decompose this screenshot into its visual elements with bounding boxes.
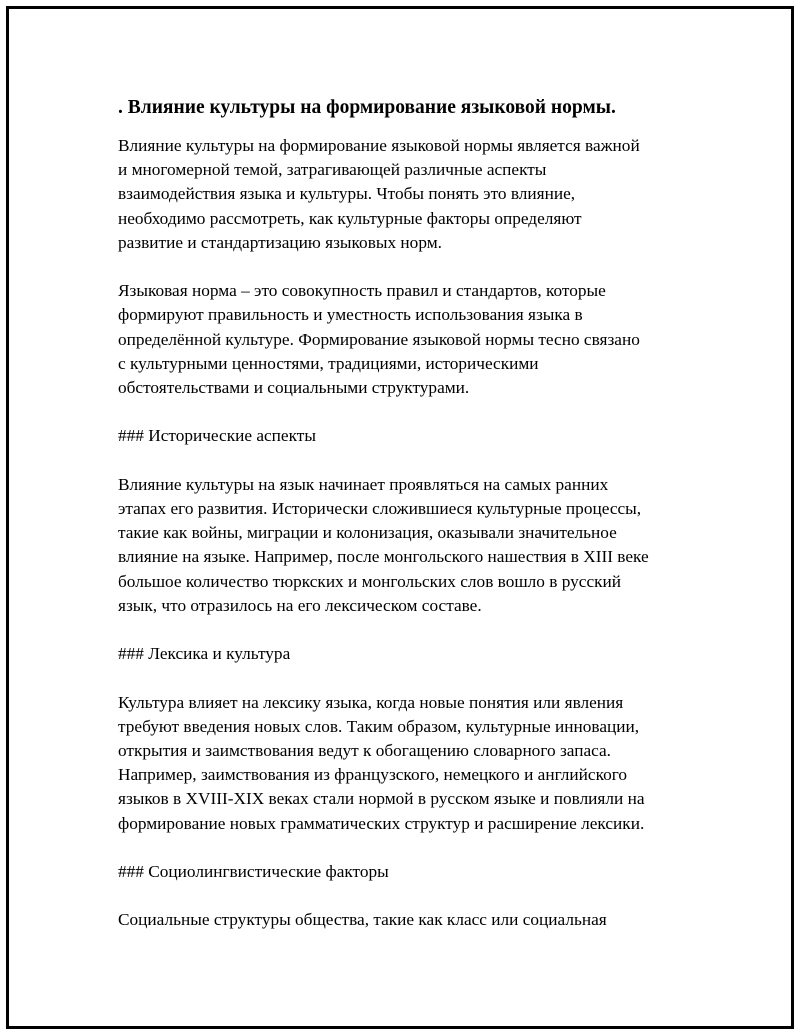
text-line: такие как войны, миграции и колонизация, оказывали значительное xyxy=(118,523,617,543)
section-heading: ### Социолингвистические факторы xyxy=(118,862,389,881)
text-line: и многомерной темой, затрагивающей различные аспекты xyxy=(118,160,547,180)
text-line: определённой культуре. Формирование языковой нормы тесно связано xyxy=(118,329,640,349)
text-line: Языковая норма – это совокупность правил и стандартов, которые xyxy=(118,281,606,301)
text-line: Например, заимствования из французского, немецкого и английского xyxy=(118,765,628,785)
paragraph-historical xyxy=(118,473,698,618)
text-line: влияние на языке. Например, после монгольского нашествия в XIII веке xyxy=(118,547,649,567)
text-line: с культурными ценностями, традициями, историческими xyxy=(118,353,539,373)
document-body xyxy=(118,96,698,957)
paragraph-intro xyxy=(118,134,698,255)
text-line: взаимодействия языка и культуры. Чтобы понять это влияние, xyxy=(118,184,576,204)
section-heading-sociolinguistic xyxy=(118,860,698,884)
text-line: формируют правильность и уместность использования языка в xyxy=(118,305,583,325)
text-line: Социальные структуры общества, такие как класс или социальная xyxy=(118,910,607,930)
text-line: Влияние культуры на язык начинает проявляться на самых ранних xyxy=(118,474,609,494)
paragraph-sociolinguistic xyxy=(118,908,698,932)
text-line: обстоятельствами и социальными структурами. xyxy=(118,378,470,398)
section-heading-historical xyxy=(118,424,698,448)
text-line: Культура влияет на лексику языка, когда новые понятия или явления xyxy=(118,692,624,712)
paragraph-lexicon xyxy=(118,691,698,836)
text-line: этапах его развития. Исторически сложившиеся культурные процессы, xyxy=(118,499,642,518)
text-line: формирование новых грамматических структур и расширение лексики. xyxy=(118,813,645,833)
text-line: развитие и стандартизацию языковых норм. xyxy=(118,232,442,252)
text-line: большое количество тюркских и монгольских слов вошло в русский xyxy=(118,571,622,591)
section-heading: ### Исторические аспекты xyxy=(118,426,316,446)
text-line: язык, что отразилось на его лексическом составе. xyxy=(118,595,482,615)
text-line: Влияние культуры на формирование языковой нормы является важной xyxy=(118,136,640,155)
text-line: требуют введения новых слов. Таким образом, культурные инновации, xyxy=(118,716,640,736)
text-line: языков в XVIII-XIX веках стали нормой в русском языке и повлияли на xyxy=(118,789,645,809)
section-heading: ### Лексика и культура xyxy=(118,644,291,664)
section-heading-lexicon xyxy=(118,642,698,666)
text-line: необходимо рассмотреть, как культурные факторы определяют xyxy=(118,208,582,228)
paragraph-definition xyxy=(118,279,698,400)
document-title: . Влияние культуры на формирование языковой нормы. xyxy=(118,97,616,118)
text-line: открытия и заимствования ведут к обогащению словарного запаса. xyxy=(118,741,612,760)
